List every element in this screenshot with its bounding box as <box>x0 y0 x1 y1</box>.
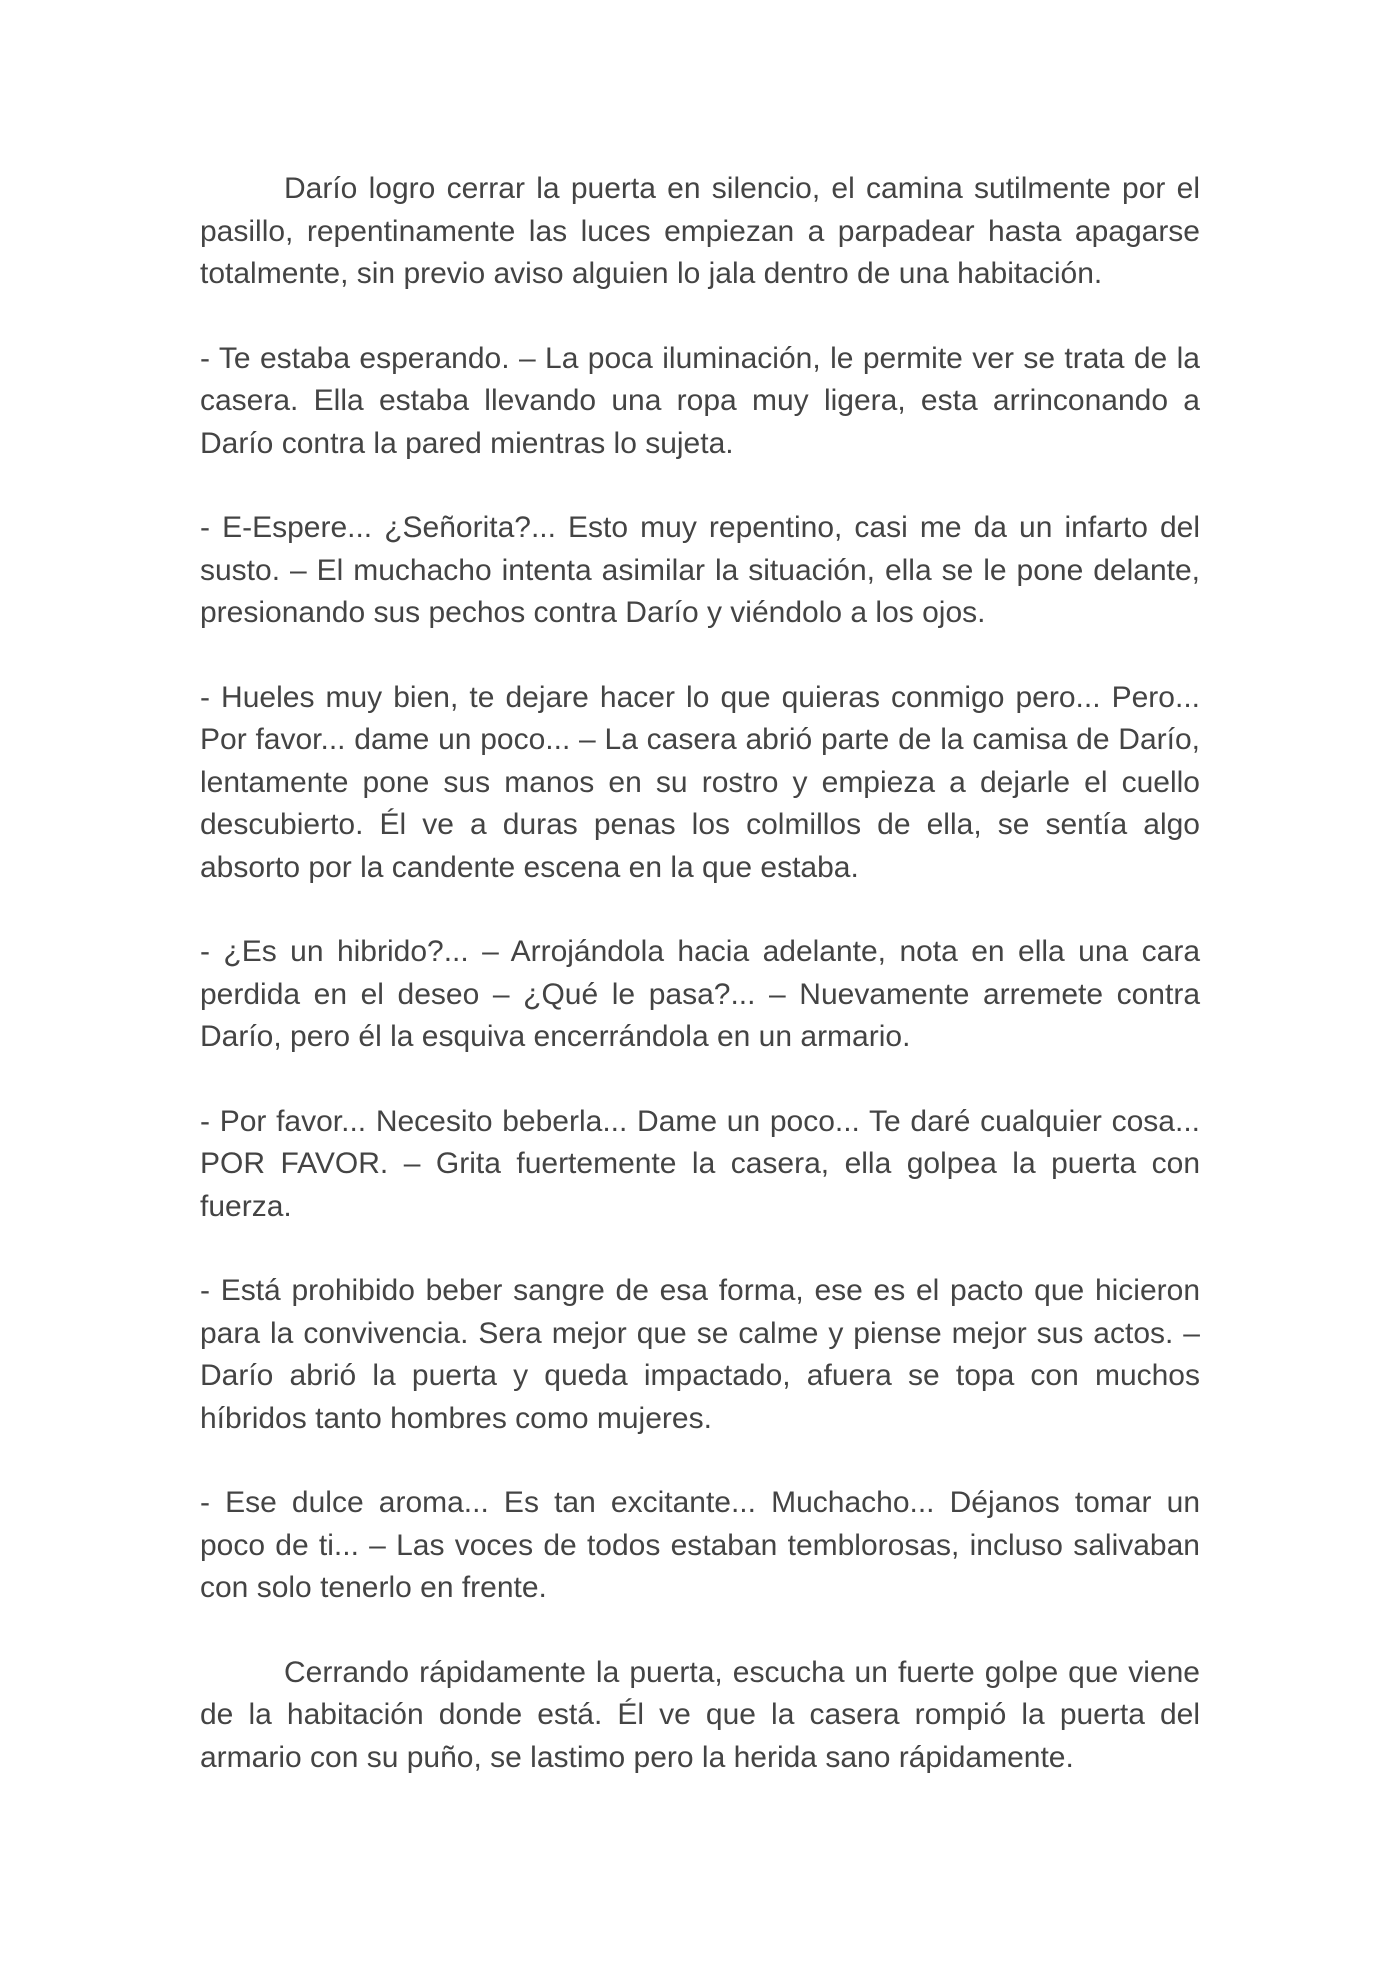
paragraph-3: - E-Espere... ¿Señorita?... Esto muy repentino, casi me da un infarto del susto. – El muchacho intenta asimilar la situación, ella se le pone delante, presionando sus pechos contra Darío y viéndolo a los ojos. <box>200 511 1200 629</box>
paragraph-7: - Está prohibido beber sangre de esa forma, ese es el pacto que hicieron para la convivencia. Sera mejor que se calme y piense mejor sus actos. – Darío abrió la puerta y queda impactado, afuera se topa con muchos híbridos tanto hombres como mujeres. <box>200 1274 1200 1435</box>
paragraph-9: Cerrando rápidamente la puerta, escucha un fuerte golpe que viene de la habitación donde está. Él ve que la casera rompió la puerta del armario con su puño, se lastimo pero la herida sano rápidamente. <box>200 1655 1200 1774</box>
paragraph-4: - Hueles muy bien, te dejare hacer lo que quieras conmigo pero... Pero... Por favor... dame un poco... – La casera abrió parte de la camisa de Darío, lentamente pone sus manos en su rostro y empieza a dejarle el cuello descubierto. Él ve a duras penas los colmillos de ella, se sentía algo absorto por la candente escena en la que estaba. <box>200 680 1200 884</box>
paragraph-1: Darío logro cerrar la puerta en silencio, el camina sutilmente por el pasillo, repentinamente las luces empiezan a parpadear hasta apagarse totalmente, sin previo aviso alguien lo jala dentro de una habitación. <box>200 172 1200 290</box>
paragraph-5: - ¿Es un hibrido?... – Arrojándola hacia adelante, nota en ella una cara perdida en el deseo – ¿Qué le pasa?... – Nuevamente arremete contra Darío, pero él la esquiva encerrándola en un armario. <box>200 935 1200 1053</box>
paragraph-2: - Te estaba esperando. – La poca iluminación, le permite ver se trata de la casera. Ella estaba llevando una ropa muy ligera, esta arrinconando a Darío contra la pared mientras lo sujeta. <box>200 341 1200 460</box>
document-body <box>200 168 1200 1779</box>
paragraph-8: - Ese dulce aroma... Es tan excitante... Muchacho... Déjanos tomar un poco de ti... – Las voces de todos estaban temblorosas, incluso salivaban con solo tenerlo en frente. <box>200 1486 1200 1604</box>
paragraph-6: - Por favor... Necesito beberla... Dame un poco... Te daré cualquier cosa... POR FAVOR. – Grita fuertemente la casera, ella golpea la puerta con fuerza. <box>200 1104 1200 1223</box>
